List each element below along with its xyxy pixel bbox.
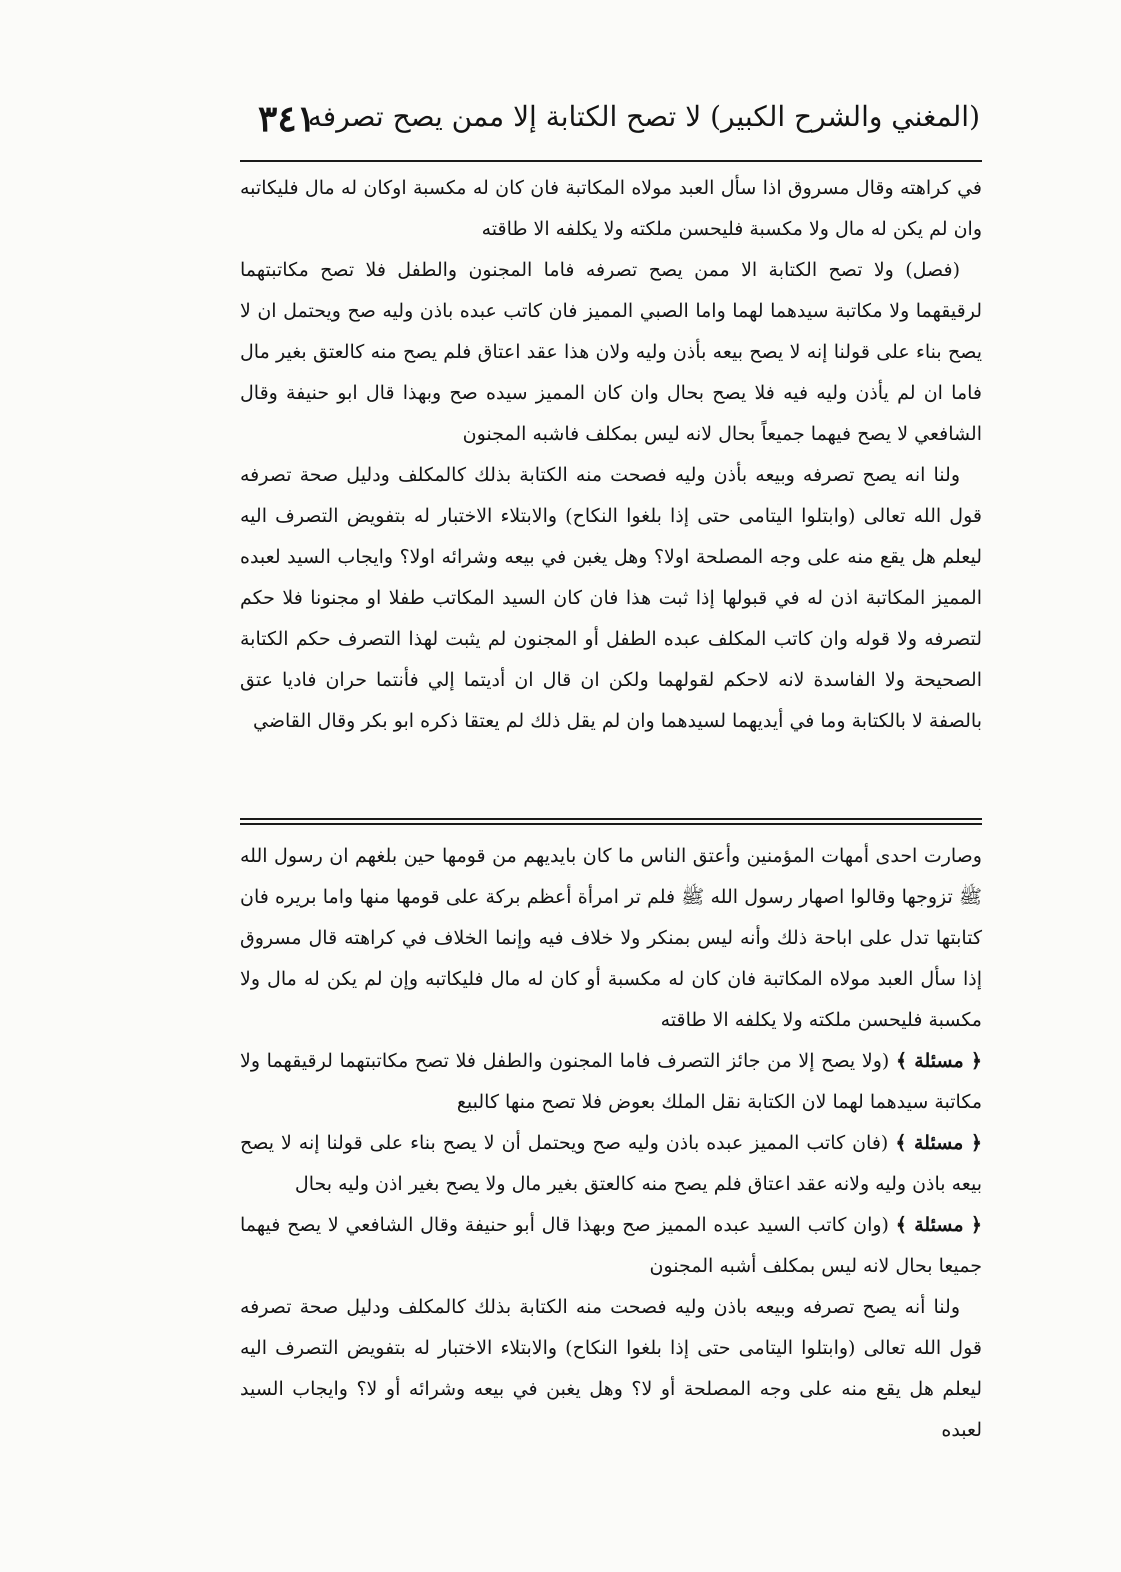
issue-label: ﴿ مسئلة ﴾ [895, 1132, 982, 1154]
page-number: ٣٤١ [258, 98, 317, 140]
commentary-text-body: ولنا أنه يصح تصرفه وبيعه باذن وليه فصحت منه الكتابة بذلك كالمكلف ودليل صحة تصرفه قول الله تعالى (وابتلوا اليتامى حتى إذا بلغوا النكاح) والابتلاء الاختبار له بتفويض التصرف اليه ليعلم هل يقع منه على وجه المصلحة أو لا؟ وهل يغبن في بيعه وشرائه أو لا؟ وايجاب السيد لعبده [240, 1296, 982, 1441]
commentary-paragraph [240, 1041, 982, 1123]
commentary-paragraph [240, 1287, 982, 1451]
header-rule [240, 160, 982, 162]
commentary-text-body: (فان كاتب المميز عبده باذن وليه صح ويحتمل أن لا يصح بناء على قولنا إنه لا يصح بيعه باذن وليه ولانه عقد اعتاق فلم يصح منه كالعتق بغير مال ولا يصح بغير اذن وليه بحال [240, 1132, 982, 1195]
issue-label: ﴿ مسئلة ﴾ [895, 1050, 982, 1072]
page-header [240, 96, 980, 156]
main-paragraph: ولنا انه يصح تصرفه وبيعه بأذن وليه فصحت منه الكتابة بذلك كالمكلف ودليل صحة تصرفه قول الله تعالى (وابتلوا اليتامى حتى إذا بلغوا النكاح) والابتلاء الاختبار له بتفويض التصرف اليه ليعلم هل يقع منه على وجه المصلحة اولا؟ وهل يغبن في بيعه وشرائه اولا؟ وايجاب السيد لعبده المميز المكاتبة اذن له في قبولها إذا ثبت هذا فان كان السيد المكاتب طفلا او مجنونا فلا حكم لتصرفه ولا قوله وان كاتب المكلف عبده الطفل أو المجنون لم يثبت لهذا التصرف حكم الكتابة الصحيحة ولا الفاسدة لانه لاحكم لقولهما ولكن ان قال ان أديتما إلي فأنتما حران فاديا عتق بالصفة لا بالكتابة وما في أيديهما لسيدهما وان لم يقل ذلك لم يعتقا ذكره ابو بكر وقال القاضي [240, 464, 982, 732]
issue-label: ﴿ مسئلة ﴾ [895, 1214, 983, 1236]
main-paragraph: (فصل) ولا تصح الكتابة الا ممن يصح تصرفه فاما المجنون والطفل فلا تصح مكاتبتهما لرقيقهما ولا مكاتبة سيدهما لهما واما الصبي المميز فان كاتب عبده باذن وليه صح ويحتمل ان لا يصح بناء على قولنا إنه لا يصح بيعه بأذن وليه ولان هذا عقد اعتاق فلم يصح منه كالعتق بغير مال فاما ان لم يأذن وليه فيه فلا يصح بحال وان كان المميز سيده صح وبهذا قال ابو حنيفة وقال الشافعي لا يصح فيهما جميعاً بحال لانه ليس بمكلف فاشبه المجنون [240, 259, 982, 445]
commentary-paragraph [240, 1123, 982, 1205]
commentary-text [240, 836, 982, 1451]
commentary-paragraph [240, 1205, 982, 1287]
running-title: (المغني والشرح الكبير) لا تصح الكتابة إلا ممن يصح تصرفه [307, 100, 980, 133]
commentary-text-body: (وان كاتب السيد عبده المميز صح وبهذا قال أبو حنيفة وقال الشافعي لا يصح فيهما جميعا بحال لانه ليس بمكلف أشبه المجنون [240, 1214, 982, 1277]
main-paragraph: في كراهته وقال مسروق اذا سأل العبد مولاه المكاتبة فان كان له مكسبة اوكان له مال فليكاتبه وان لم يكن له مال ولا مكسبة فليحسن ملكته ولا يكلفه الا طاقته [240, 177, 982, 240]
commentary-text-body: وصارت احدى أمهات المؤمنين وأعتق الناس ما كان بايديهم من قومها حين بلغهم ان رسول الله ﷺ تزوجها وقالوا اصهار رسول الله ﷺ فلم تر امرأة أعظم بركة على قومها منها واما بريره فان كتابتها تدل على اباحة ذلك وأنه ليس بمنكر ولا خلاف فيه وإنما الخلاف في كراهته قال مسروق إذا سأل العبد مولاه المكاتبة فان كان له مكسبة أو كان له مال فليكاتبه وإن لم يكن له مال ولا مكسبة فليحسن ملكته ولا يكلفه الا طاقته [240, 845, 982, 1031]
section-divider [240, 823, 982, 825]
main-text [240, 168, 982, 742]
section-divider [240, 818, 982, 820]
commentary-text-body: (ولا يصح إلا من جائز التصرف فاما المجنون والطفل فلا تصح مكاتبتهما لرقيقهما ولا مكاتبة سيدهما لهما لان الكتابة نقل الملك بعوض فلا تصح منها كالبيع [240, 1050, 982, 1113]
commentary-paragraph [240, 836, 982, 1041]
